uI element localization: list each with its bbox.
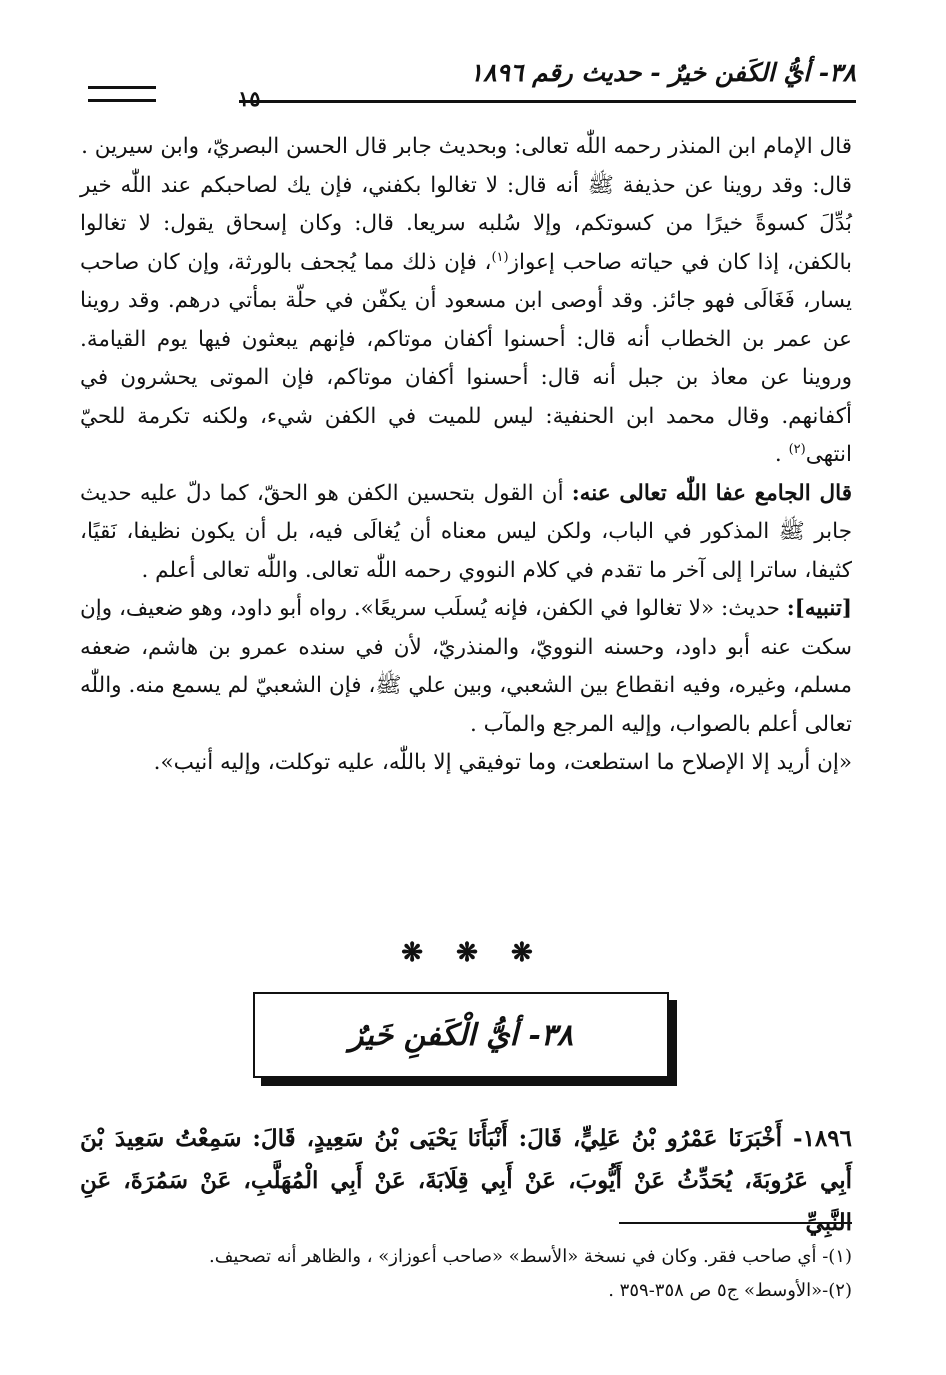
chapter-heading: ٣٨- أيُّ الْكَفنِ خَيرٌ	[348, 1017, 574, 1053]
section-separator: ❋ ❋ ❋	[401, 938, 545, 968]
body-text	[80, 128, 852, 783]
footnote-mark: (٢)	[788, 441, 806, 457]
paragraph-text: ، فإن ذلك مما يُجحف بالورثة، وإن كان صاحب يسار، فَغَالَى فهو جائز. وقد أوصى ابن مسعود أن يكفّن في حلّة بمأتي درهم. وقد روينا عن عمر بن الخطاب أنه قال: أحسنوا أكفان موتاكم، فإنهم يبعثون فيها يوم القيامة. وروينا عن معاذ بن جبل أنه قال: أحسنوا أكفان موتاكم، فإن الموتى يحشرون في أكفانهم. وقال محمد ابن الحنفية: ليس للميت في الكفن شيء، ولكنه تكرمة للحيّ انتهى	[80, 249, 852, 467]
paragraph: قال: وقد روينا عن حذيفة ﷺ أنه قال: لا تغالوا بكفني، فإن يك لصاحبكم عند اللّٰه خير بُدِّلَ كسوةً خيرًا من كسوتكم، وإلا سُلبه سريعا. قال: وكان إسحاق يقول: لا تغالوا بالكفن، إذا كان في حياته صاحب إعواز$^{(١)}$، فإن ذلك مما يُجحف بالورثة، وإن كان صاحب يسار، فَغَالَى فهو جائز. وقد أوصى ابن مسعود أن يكفّن في حلّة بمأتي درهم. وقد روينا عن عمر بن الخطاب أنه قال: أحسنوا أكفان موتاكم، فإنهم يبعثون فيها يوم القيامة. وروينا عن معاذ بن جبل أنه قال: أحسنوا أكفان موتاكم، فإن الموتى يحشرون في أكفانهم. وقال محمد ابن الحنفية: ليس للميت في الكفن شيء، ولكنه تكرمة للحيّ انتهى$^{(٢)}$ .	[80, 172, 852, 467]
paragraph-text: أن القول بتحسين الكفن هو الحقّ، كما دلّ عليه حديث جابر ﷺ المذكور في الباب، ولكن ليس معناه أن يُغالَى فيه، بل أن يكون نظيفا، نَقيًا، كثيفا، ساترا إلى آخر ما تقدم في كلام النووي رحمه اللّٰه تعالى. واللّٰه تعالى أعلم .	[80, 480, 852, 583]
chapter-box	[253, 992, 677, 1086]
header-double-rule	[88, 86, 156, 102]
paragraph	[80, 744, 852, 783]
running-title: ٣٨- أيُّ الكَفن خيرٌ - حديث رقم ١٨٩٦	[469, 58, 856, 87]
hadith-text: ١٨٩٦- أَخْبَرَنَا عَمْرُو بْنُ عَلِيٍّ، قَالَ: أَنْبَأَنَا يَحْيَى بْنُ سَعِيدٍ، قَالَ: سَمِعْتُ سَعِيدَ بْنَ أَبِي عَرُوبَةَ، يُحَدِّثُ عَنْ أَيُّوبَ، عَنْ أَبِي قِلَابَةَ، عَنْ أَبِي الْمُهَلَّبِ، عَنْ سَمُرَةَ، عَنِ النَّبِيِّ	[80, 1125, 852, 1236]
paragraph	[80, 128, 852, 167]
footnote-mark: (١)	[491, 249, 509, 265]
footnote-rule	[619, 1222, 852, 1224]
paragraph-text: حديث: «لا تغالوا في الكفن، فإنه يُسلَب سريعًا». رواه أبو داود، وهو ضعيف، وإن سكت عنه أبو داود، وحسنه النوويّ، والمنذريّ، لأن في سنده عمرو بن هاشم، ضعفه مسلم، وغيره، وفيه انقطاع بين الشعبي، وبين علي ﷺ، فإن الشعبيّ لم يسمع منه. واللّٰه تعالى أعلم بالصواب، وإليه المرجع والمآب .	[80, 596, 852, 737]
header-rule	[239, 100, 856, 103]
paragraph-text: قال: وقد روينا عن حذيفة ﷺ أنه قال: لا تغالوا بكفني، فإن يك لصاحبكم عند اللّٰه خير بُدِّلَ كسوةً خيرًا من كسوتكم، وإلا سُلبه سريعا. قال: وكان إسحاق يقول: لا تغالوا بالكفن، إذا كان في حياته صاحب إعواز	[80, 172, 852, 275]
paragraph	[80, 475, 852, 591]
paragraph	[80, 590, 852, 744]
footnote: (٢)-«الأوسط» ج٥ ص ٣٥٨-٣٥٩ .	[608, 1280, 852, 1301]
paragraph-lead: [تنبيه]:	[786, 596, 852, 621]
page-number: ١٥	[238, 86, 261, 111]
paragraph-text: «إن أريد إلا الإصلاح ما استطعت، وما توفيقي إلا باللّٰه، عليه توكلت، وإليه أنيب».	[153, 750, 852, 775]
footnote: (١)- أي صاحب فقر. وكان في نسخة «الأسط» «صاحب أعوزاز» ، والظاهر أنه تصحيف.	[209, 1246, 852, 1267]
paragraph-text: قال الإمام ابن المنذر رحمه اللّٰه تعالى: وبحديث جابر قال الحسن البصريّ، وابن سيرين .	[81, 134, 852, 159]
running-header	[88, 58, 856, 111]
chapter-frame	[253, 992, 669, 1078]
paragraph-lead: قال الجامع عفا اللّٰه تعالى عنه:	[571, 480, 852, 506]
footnotes	[80, 1240, 852, 1308]
